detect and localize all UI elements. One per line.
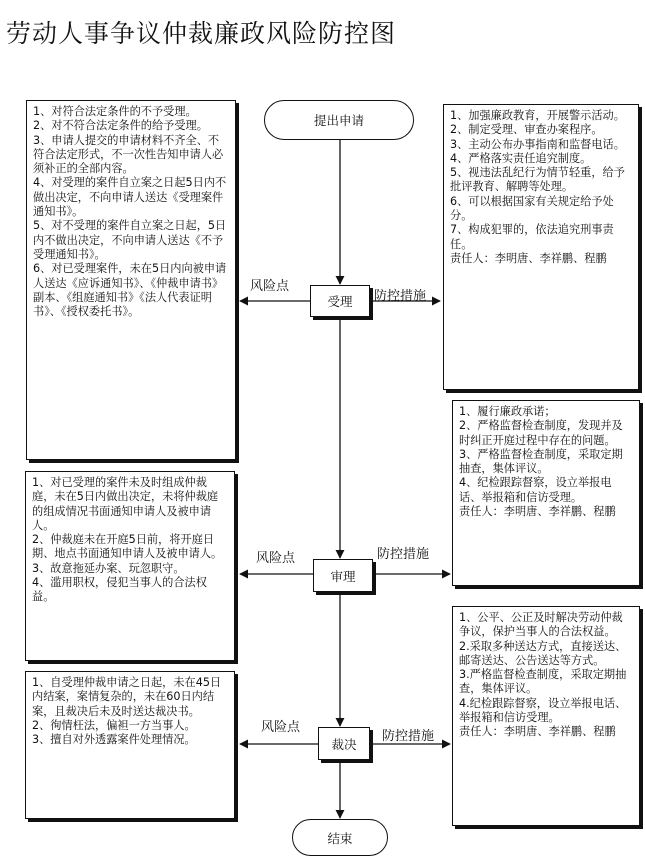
control-item: 5、视违法乱纪行为情节轻重，给予批评教育、解聘等处理。 bbox=[450, 166, 625, 194]
control-item: 2、严格监督检查制度，发现并及时纠正开庭过程中存在的问题。 bbox=[459, 419, 623, 447]
risk-item: 3、擅自对外透露案件处理情况。 bbox=[32, 733, 196, 747]
risk-item: 3、故意拖延办案、玩忽职守。 bbox=[32, 561, 185, 575]
control-item: 3.严格监督检查制度，采取定期抽查，集体评议。 bbox=[459, 668, 627, 696]
control-item: 6、可以根据国家有关规定给予处分。 bbox=[450, 194, 614, 223]
accept-control-label: 防控措施 bbox=[374, 289, 427, 304]
ruling-control-label: 防控措施 bbox=[382, 729, 435, 744]
start-node: 提出申请 bbox=[264, 100, 414, 140]
risk-item: 4、滥用职权，侵犯当事人的合法权益。 bbox=[32, 576, 207, 604]
accept-risk-label: 风险点 bbox=[250, 279, 290, 294]
risk-item: 2、对不符合法定条件的给予受理。 bbox=[33, 119, 208, 133]
accept-node: 受理 bbox=[310, 285, 370, 317]
accept-risk-box bbox=[26, 100, 236, 460]
end-node: 结束 bbox=[292, 819, 388, 856]
control-item: 7、构成犯罪的，依法追究刑事责任。 bbox=[450, 223, 614, 251]
responsible-person: 责任人：李明唐、李祥鹏、程鹏 bbox=[450, 251, 607, 265]
risk-item: 2、仲裁庭未在开庭5日前，将开庭日期、地点书面通知申请人及被申请人。 bbox=[32, 533, 223, 561]
review-risk-label: 风险点 bbox=[256, 551, 296, 566]
responsible-person: 责任人：李明唐、李祥鹏、程鹏 bbox=[459, 505, 616, 519]
review-risk-box bbox=[25, 471, 235, 661]
risk-item: 6、对已受理案件，未在5日内向被申请人送达《应诉通知书》、《仲裁申请书》副本、《组庭通知书》《法人代表证明书》、《授权委托书》。 bbox=[33, 262, 227, 319]
control-item: 4、严格落实责任追究制度。 bbox=[450, 151, 592, 165]
control-item: 3、严格监督检查制度，采取定期抽查，集体评议。 bbox=[459, 447, 623, 476]
page-title: 劳动人事争议仲裁廉政风险防控图 bbox=[6, 19, 397, 48]
risk-item: 5、对不受理的案件自立案之日起，5日内不做出决定，不向申请人送达《不予受理通知书》。 bbox=[33, 219, 227, 261]
risk-item: 1、对已受理的案件未及时组成仲裁庭，未在5日内做出决定，未将仲裁庭的组成情况书面通知申请人及被申请人。 bbox=[32, 476, 219, 532]
risk-item: 4、对受理的案件自立案之日起5日内不做出决定，不向申请人送达《受理案件通知书》。 bbox=[33, 176, 227, 219]
review-control-label: 防控措施 bbox=[377, 547, 430, 562]
risk-item: 3、申请人提交的申请材料不齐全、不符合法定形式，不一次性告知申请人必须补正的全部内容。 bbox=[33, 133, 224, 176]
ruling-node: 裁决 bbox=[318, 727, 370, 760]
control-item: 2.采取多种送达方式，直接送达、邮寄送达、公告送达等方式。 bbox=[459, 639, 627, 667]
risk-item: 2、徇情枉法，偏袒一方当事人。 bbox=[32, 718, 196, 732]
risk-item: 1、对符合法定条件的不予受理。 bbox=[33, 105, 197, 118]
control-item: 4、纪检跟踪督察，设立举报电话、举报箱和信访受理。 bbox=[459, 476, 612, 504]
ruling-control-box bbox=[452, 606, 640, 826]
control-item: 1、履行廉政承诺； bbox=[459, 405, 556, 418]
ruling-risk-box bbox=[25, 671, 235, 819]
control-item: 1、公平、公正及时解决劳动仲裁争议，保护当事人的合法权益。 bbox=[459, 611, 623, 639]
review-control-box bbox=[452, 400, 640, 586]
risk-item: 1、自受理仲裁申请之日起，未在45日内结案，案情复杂的，未在60日内结案，且裁决后未及时送达裁决书。 bbox=[32, 676, 222, 718]
control-item: 3、主动公布办事指南和监督电话。 bbox=[450, 137, 625, 151]
control-item: 2、制定受理、审查办案程序。 bbox=[450, 123, 603, 137]
responsible-person: 责任人：李明唐、李祥鹏、程鹏 bbox=[459, 725, 616, 739]
review-node: 审理 bbox=[313, 559, 373, 592]
control-item: 1、加强廉政教育，开展警示活动。 bbox=[450, 109, 625, 122]
accept-control-box bbox=[443, 104, 639, 390]
ruling-risk-label: 风险点 bbox=[261, 720, 301, 735]
control-item: 4.纪检跟踪督察，设立举报电话、举报箱和信访受理。 bbox=[459, 696, 627, 725]
